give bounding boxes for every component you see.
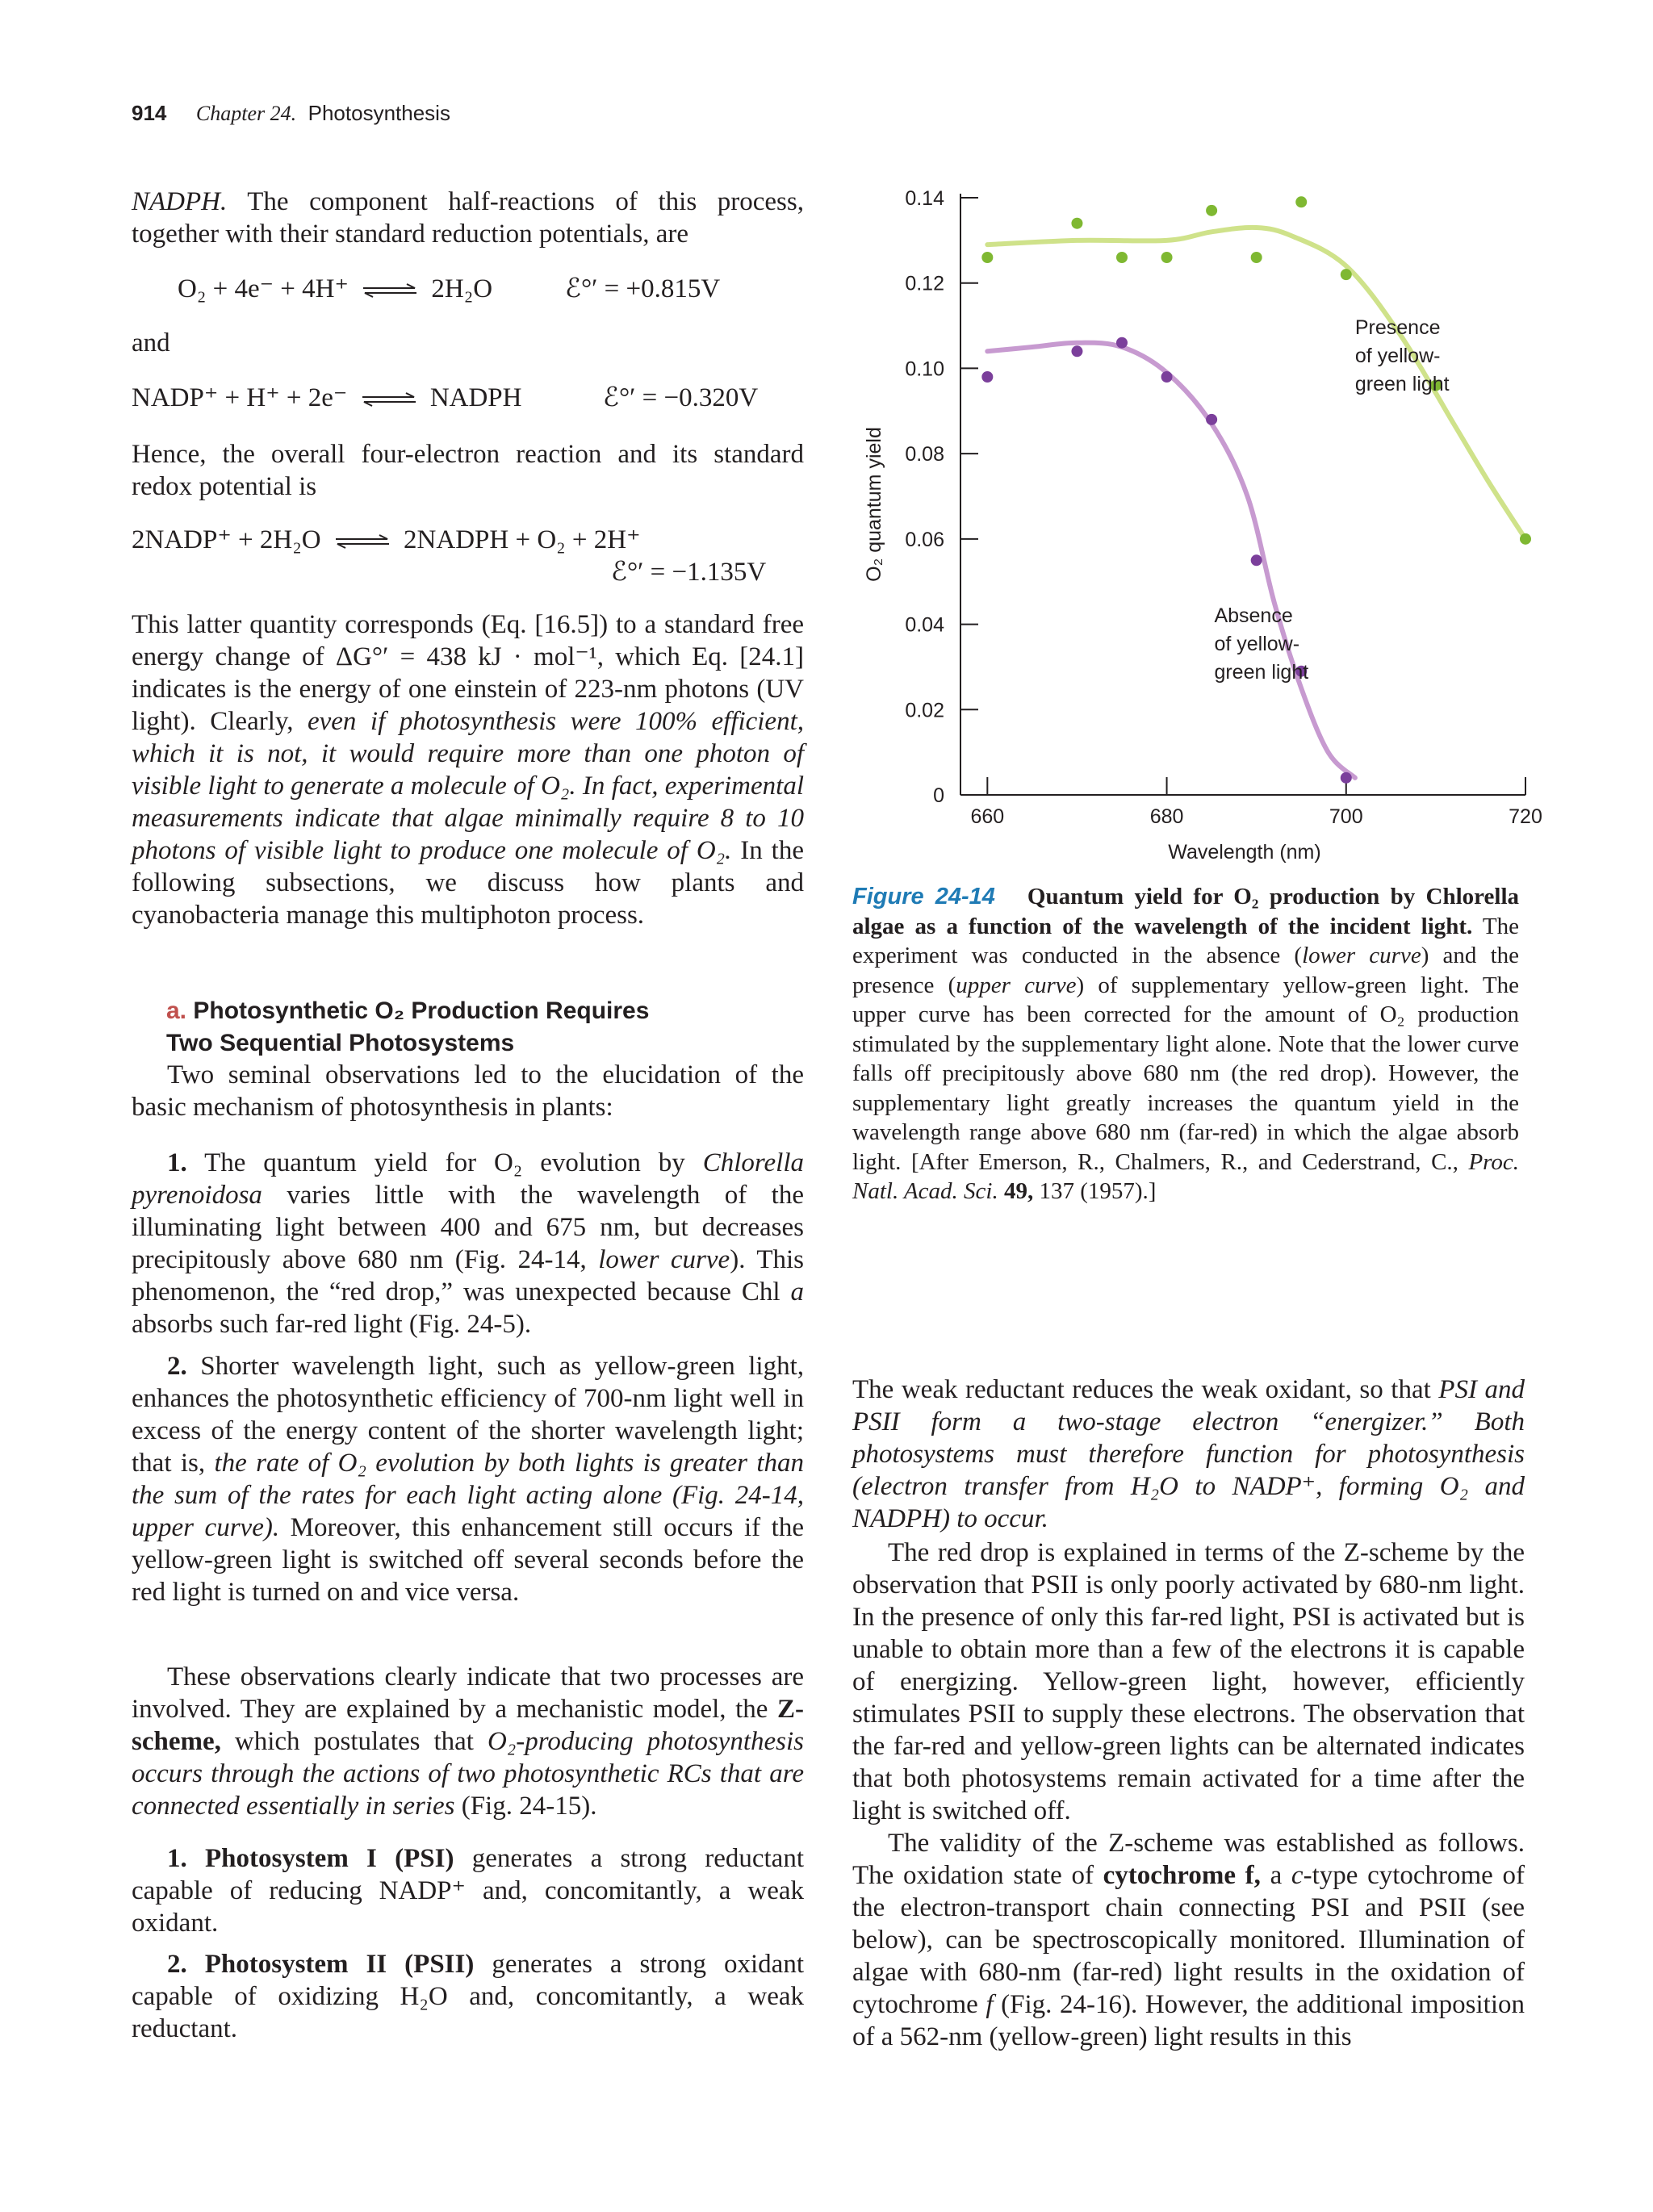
equation-2-potential: ℰ°′ = −0.320V [603,383,759,412]
running-header [132,101,450,126]
photosystem-1-item: 1. Photosystem I (PSI) generates a strong reductant capable of reducing NADP⁺ and, concomitantly, a weak oxidant. [132,1844,804,1938]
section-heading: a. Photosynthetic O₂ Production Requires Two Sequential Photosystems [166,997,650,1056]
y-tick-label: 0.02 [905,699,944,722]
series-label: Absence [1214,604,1293,627]
equilibrium-arrow-icon [361,393,417,406]
y-tick-label: 0 [933,784,944,807]
data-point [1206,205,1217,216]
chapter-title: Photosynthesis [308,101,450,125]
data-point [1520,533,1531,545]
chart-points [981,196,1531,784]
chapter-label: Chapter 24. [195,102,297,125]
photosystem-2-item: 2. Photosystem II (PSII) generates a strong oxidant capable of oxidizing H₂O and, concomitantly, a weak reductant. [132,1950,804,2043]
observation-1: 1. The quantum yield for O₂ evolution by Chlorella pyrenoidosa varies little with the wavelength of the illuminating light between 400 and 675 nm, but decreases precipitously above 680 nm (Fig. 24-14, lower curve). This phenomenon, the “red drop,” was unexpected because Chl a absorbs such far-red light (Fig. 24-5). [132,1148,805,1339]
series-label: of yellow- [1354,345,1441,368]
figure-label: Figure 24-14 [852,884,995,909]
y-axis-label: O₂ quantum yield [863,427,885,582]
y-tick-label: 0.08 [905,443,944,466]
page-number: 914 [132,101,167,125]
data-point [1116,337,1128,349]
equation-2: NADP⁺ + H⁺ + 2e⁻ NADPH [132,383,522,412]
right-paragraph-2: The red drop is explained in terms of the Z-scheme by the observation that PSII is only poorly activated by 680-nm light. In the presence of only this far-red light, PSI is activated but is unable to obtain more than a few of the electrons it is capable of energizing. Yellow-green light, however, efficiently stimulates PSII to supply these electrons. The observation that the far-red and yellow-green lights can be alternated indicates that both photosystems remain activated for a time after the light is switched off. [852,1538,1525,1825]
series-label: Presence [1354,316,1441,340]
y-tick-label: 0.12 [905,272,944,295]
data-point [981,371,993,383]
data-point [1161,371,1173,383]
chart-curves [987,228,1525,778]
x-tick-label: 700 [1329,805,1363,828]
equation-1-potential: ℰ°′ = +0.815V [565,274,721,303]
series-label: green light [1354,373,1450,396]
data-point [981,252,993,263]
y-tick-label: 0.10 [905,358,944,381]
series-curve [987,343,1355,778]
data-point [1161,252,1173,263]
equation-3: 2NADP⁺ + 2H₂O 2NADPH + O₂ + 2H⁺ [132,525,641,554]
figure-caption: Figure 24-14 Quantum yield for O₂ production by Chlorella algae as a function of the wavelength of the incident light. The experiment was conducted in the absence (lower curve) and the presence (upper curve) of supplementary yellow-green light. The upper curve has been corrected for the amount of O₂ production stimulated by the supplementary light alone. Note that the lower curve falls off precipitously above 680 nm (the red drop). However, the supplementary light greatly increases the quantum yield in the wavelength range above 680 nm (far-red) in which the algae absorb light. [After Emerson, R., Chalmers, R., and Cederstrand, C., Proc. Natl. Acad. Sci. 49, 137 (1957).] [852,884,1520,1204]
caption-title: Quantum yield for O₂ production by Chlorella algae as a function of the wavelength of the incident light. [852,884,1520,939]
energy-paragraph: This latter quantity corresponds (Eq. [16.5]) to a standard free energy change of ΔG°′ = 438 kJ · mol⁻¹, which Eq. [24.1] indicates is the energy of one einstein of 223-nm photons (UV light). Clearly, even if photosynthesis were 100% efficient, which it is not, it would require more than one photon of visible light to generate a molecule of O₂. In fact, experimental measurements indicate that algae minimally require 8 to 10 photons of visible light to produce one molecule of O₂. In the following subsections, we discuss how plants and cyanobacteria manage this multiphoton process. [132,610,804,930]
data-point [1295,196,1307,207]
chart-axes [905,187,1542,828]
equation-3-potential: ℰ°′ = −1.135V [611,558,767,587]
data-point [1341,772,1352,784]
x-tick-label: 680 [1149,805,1184,828]
observation-2: 2. Shorter wavelength light, such as yellow-green light, enhances the photosynthetic efficiency of 700-nm light well in excess of the energy content of the shorter wavelength light; that is, the rate of O₂ evolution by both lights is greater than the sum of the rates for each light acting alone (Fig. 24-14, upper curve). Moreover, this enhancement still occurs if the yellow-green light is switched off several seconds before the red light is turned on and vice versa. [132,1352,804,1607]
data-point [1341,269,1352,280]
data-point [1206,414,1217,425]
right-paragraph-1: The weak reductant reduces the weak oxidant, so that PSI and PSII form a two-stage electron “energizer.” Both photosystems must therefore function for photosynthesis (electron transfer from H₂O to NADP⁺, forming O₂ and NADPH) to occur. [852,1375,1525,1533]
observations-intro: Two seminal observations led to the elucidation of the basic mechanism of photosynthesis in plants: [132,1060,804,1122]
x-tick-label: 660 [970,805,1005,828]
series-label: of yellow- [1214,632,1300,655]
data-point [1116,252,1128,263]
x-axis-label: Wavelength (nm) [1168,841,1321,863]
and-text: and [132,328,170,358]
right-paragraph-3: The validity of the Z-scheme was established as follows. The oxidation state of cytochrome f, a c-type cytochrome of the electron-transport chain connecting PSI and PSII (see below), can be spectroscopically monitored. Illumination of algae with 680-nm (far-red) light results in the oxidation of cytochrome f (Fig. 24-16). However, the additional imposition of a 562-nm (yellow-green) light results in this [852,1829,1525,2051]
x-tick-label: 720 [1509,805,1542,828]
data-point [1071,218,1082,229]
quantum-yield-chart [823,169,1542,872]
z-scheme-paragraph: These observations clearly indicate that two processes are involved. They are explained by a mechanistic model, the Z-scheme, which postulates that O₂-producing photosynthesis occurs through the actions of two photosynthetic RCs that are connected essentially in series (Fig. 24-15). [132,1662,804,1821]
equilibrium-arrow-icon [362,284,418,297]
series-label: green light [1214,660,1309,684]
hence-paragraph: Hence, the overall four-electron reaction and its standard redox potential is [132,440,804,501]
y-tick-label: 0.14 [905,187,944,210]
y-tick-label: 0.06 [905,528,944,551]
y-tick-label: 0.04 [905,613,944,637]
data-point [1071,345,1082,357]
intro-paragraph: NADPH. The component half-reactions of this process, together with their standard reduction potentials, are [132,187,804,249]
data-point [1251,554,1262,566]
data-point [1251,252,1262,263]
equilibrium-arrow-icon [334,535,391,548]
equation-1: O₂ + 4e⁻ + 4H⁺ 2H₂O [178,274,493,303]
